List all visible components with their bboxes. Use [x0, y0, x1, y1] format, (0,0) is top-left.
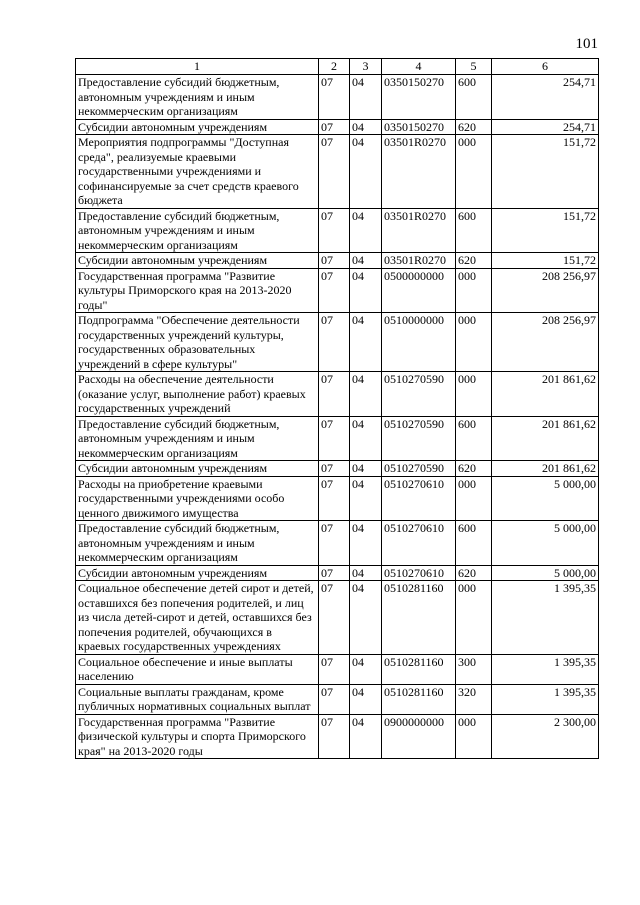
row-section-cell: 07 — [319, 208, 350, 253]
row-target-article-cell: 0510270610 — [382, 565, 456, 581]
column-header-1: 1 — [76, 59, 319, 75]
row-amount-cell: 2 300,00 — [492, 714, 599, 759]
table-row — [76, 372, 599, 417]
row-amount-cell: 208 256,97 — [492, 268, 599, 313]
row-target-article-cell: 0510000000 — [382, 313, 456, 372]
row-section-cell: 07 — [319, 461, 350, 477]
row-amount-cell: 5 000,00 — [492, 521, 599, 566]
row-amount-cell: 5 000,00 — [492, 476, 599, 521]
row-amount-cell: 151,72 — [492, 253, 599, 269]
table-row — [76, 684, 599, 714]
budget-table — [75, 58, 599, 759]
row-subsection-cell: 04 — [350, 119, 382, 135]
table-row — [76, 521, 599, 566]
row-expense-type-cell: 000 — [456, 372, 492, 417]
row-target-article-cell: 0510270610 — [382, 521, 456, 566]
row-amount-cell: 254,71 — [492, 119, 599, 135]
row-subsection-cell: 04 — [350, 208, 382, 253]
row-expense-type-cell: 600 — [456, 208, 492, 253]
row-section-cell: 07 — [319, 581, 350, 655]
column-header-4: 4 — [382, 59, 456, 75]
row-target-article-cell: 0510281160 — [382, 654, 456, 684]
row-amount-cell: 5 000,00 — [492, 565, 599, 581]
row-name-cell: Социальное обеспечение детей сирот и детей, оставшихся без попечения родителей, и лиц из числа детей-сирот и детей, оставшихся без попечения родителей, обучающихся в краевых государственных учреждениях — [76, 581, 319, 655]
row-expense-type-cell: 300 — [456, 654, 492, 684]
row-target-article-cell: 03501R0270 — [382, 135, 456, 209]
row-amount-cell: 1 395,35 — [492, 654, 599, 684]
column-header-5: 5 — [456, 59, 492, 75]
row-target-article-cell: 0350150270 — [382, 75, 456, 120]
row-subsection-cell: 04 — [350, 268, 382, 313]
row-name-cell: Субсидии автономным учреждениям — [76, 253, 319, 269]
row-subsection-cell: 04 — [350, 684, 382, 714]
row-section-cell: 07 — [319, 521, 350, 566]
row-target-article-cell: 0510270590 — [382, 461, 456, 477]
table-row — [76, 253, 599, 269]
row-target-article-cell: 0500000000 — [382, 268, 456, 313]
row-section-cell: 07 — [319, 268, 350, 313]
row-subsection-cell: 04 — [350, 714, 382, 759]
row-section-cell: 07 — [319, 372, 350, 417]
row-expense-type-cell: 000 — [456, 268, 492, 313]
table-row — [76, 313, 599, 372]
row-name-cell: Подпрограмма "Обеспечение деятельности государственных учреждений культуры, государственных образовательных учреждений в сфере культуры" — [76, 313, 319, 372]
row-amount-cell: 208 256,97 — [492, 313, 599, 372]
row-subsection-cell: 04 — [350, 416, 382, 461]
row-section-cell: 07 — [319, 565, 350, 581]
row-target-article-cell: 0510270590 — [382, 372, 456, 417]
row-target-article-cell: 0350150270 — [382, 119, 456, 135]
row-amount-cell: 201 861,62 — [492, 461, 599, 477]
row-name-cell: Предоставление субсидий бюджетным, автономным учреждениям и иным некоммерческим организациям — [76, 208, 319, 253]
table-row — [76, 75, 599, 120]
row-target-article-cell: 03501R0270 — [382, 208, 456, 253]
row-section-cell: 07 — [319, 119, 350, 135]
table-row — [76, 461, 599, 477]
row-name-cell: Социальное обеспечение и иные выплаты населению — [76, 654, 319, 684]
row-expense-type-cell: 320 — [456, 684, 492, 714]
row-section-cell: 07 — [319, 684, 350, 714]
row-expense-type-cell: 000 — [456, 581, 492, 655]
row-section-cell: 07 — [319, 75, 350, 120]
row-section-cell: 07 — [319, 253, 350, 269]
row-expense-type-cell: 600 — [456, 416, 492, 461]
column-header-2: 2 — [319, 59, 350, 75]
row-subsection-cell: 04 — [350, 565, 382, 581]
row-expense-type-cell: 620 — [456, 461, 492, 477]
row-target-article-cell: 0510281160 — [382, 684, 456, 714]
table-row — [76, 268, 599, 313]
row-subsection-cell: 04 — [350, 372, 382, 417]
row-name-cell: Мероприятия подпрограммы "Доступная среда", реализуемые краевыми государственными учреждениями и софинансируемые за счет средств краевого бюджета — [76, 135, 319, 209]
row-name-cell: Расходы на обеспечение деятельности (оказание услуг, выполнение работ) краевых государственных учреждений — [76, 372, 319, 417]
row-expense-type-cell: 600 — [456, 75, 492, 120]
row-name-cell: Социальные выплаты гражданам, кроме публичных нормативных социальных выплат — [76, 684, 319, 714]
row-subsection-cell: 04 — [350, 313, 382, 372]
row-name-cell: Расходы на приобретение краевыми государственными учреждениями особо ценного движимого имущества — [76, 476, 319, 521]
row-target-article-cell: 0900000000 — [382, 714, 456, 759]
table-row — [76, 135, 599, 209]
row-expense-type-cell: 620 — [456, 565, 492, 581]
row-subsection-cell: 04 — [350, 75, 382, 120]
row-expense-type-cell: 000 — [456, 135, 492, 209]
table-row — [76, 654, 599, 684]
table-row — [76, 714, 599, 759]
row-name-cell: Государственная программа "Развитие культуры Приморского края на 2013-2020 годы" — [76, 268, 319, 313]
row-target-article-cell: 0510270610 — [382, 476, 456, 521]
row-name-cell: Предоставление субсидий бюджетным, автономным учреждениям и иным некоммерческим организациям — [76, 416, 319, 461]
row-name-cell: Субсидии автономным учреждениям — [76, 119, 319, 135]
page-number: 101 — [575, 36, 598, 52]
row-target-article-cell: 03501R0270 — [382, 253, 456, 269]
row-subsection-cell: 04 — [350, 253, 382, 269]
table-row — [76, 416, 599, 461]
row-subsection-cell: 04 — [350, 476, 382, 521]
row-expense-type-cell: 620 — [456, 119, 492, 135]
row-expense-type-cell: 000 — [456, 313, 492, 372]
row-amount-cell: 151,72 — [492, 208, 599, 253]
row-name-cell: Предоставление субсидий бюджетным, автономным учреждениям и иным некоммерческим организациям — [76, 521, 319, 566]
row-section-cell: 07 — [319, 476, 350, 521]
row-expense-type-cell: 000 — [456, 476, 492, 521]
column-header-6: 6 — [492, 59, 599, 75]
table-row — [76, 208, 599, 253]
row-expense-type-cell: 620 — [456, 253, 492, 269]
row-name-cell: Субсидии автономным учреждениям — [76, 565, 319, 581]
row-expense-type-cell: 000 — [456, 714, 492, 759]
table-row — [76, 565, 599, 581]
table-row — [76, 476, 599, 521]
row-amount-cell: 201 861,62 — [492, 372, 599, 417]
row-subsection-cell: 04 — [350, 461, 382, 477]
row-section-cell: 07 — [319, 135, 350, 209]
row-subsection-cell: 04 — [350, 135, 382, 209]
row-name-cell: Субсидии автономным учреждениям — [76, 461, 319, 477]
row-name-cell: Государственная программа "Развитие физической культуры и спорта Приморского края" на 2013-2020 годы — [76, 714, 319, 759]
table-body — [76, 75, 599, 759]
row-amount-cell: 254,71 — [492, 75, 599, 120]
table-row — [76, 119, 599, 135]
table-header-row — [76, 59, 599, 75]
row-amount-cell: 151,72 — [492, 135, 599, 209]
table-row — [76, 581, 599, 655]
row-amount-cell: 1 395,35 — [492, 684, 599, 714]
row-section-cell: 07 — [319, 714, 350, 759]
row-subsection-cell: 04 — [350, 521, 382, 566]
row-expense-type-cell: 600 — [456, 521, 492, 566]
row-subsection-cell: 04 — [350, 581, 382, 655]
row-target-article-cell: 0510281160 — [382, 581, 456, 655]
row-target-article-cell: 0510270590 — [382, 416, 456, 461]
column-header-3: 3 — [350, 59, 382, 75]
row-section-cell: 07 — [319, 416, 350, 461]
row-amount-cell: 1 395,35 — [492, 581, 599, 655]
row-section-cell: 07 — [319, 313, 350, 372]
row-amount-cell: 201 861,62 — [492, 416, 599, 461]
row-subsection-cell: 04 — [350, 654, 382, 684]
row-name-cell: Предоставление субсидий бюджетным, автономным учреждениям и иным некоммерческим организациям — [76, 75, 319, 120]
row-section-cell: 07 — [319, 654, 350, 684]
